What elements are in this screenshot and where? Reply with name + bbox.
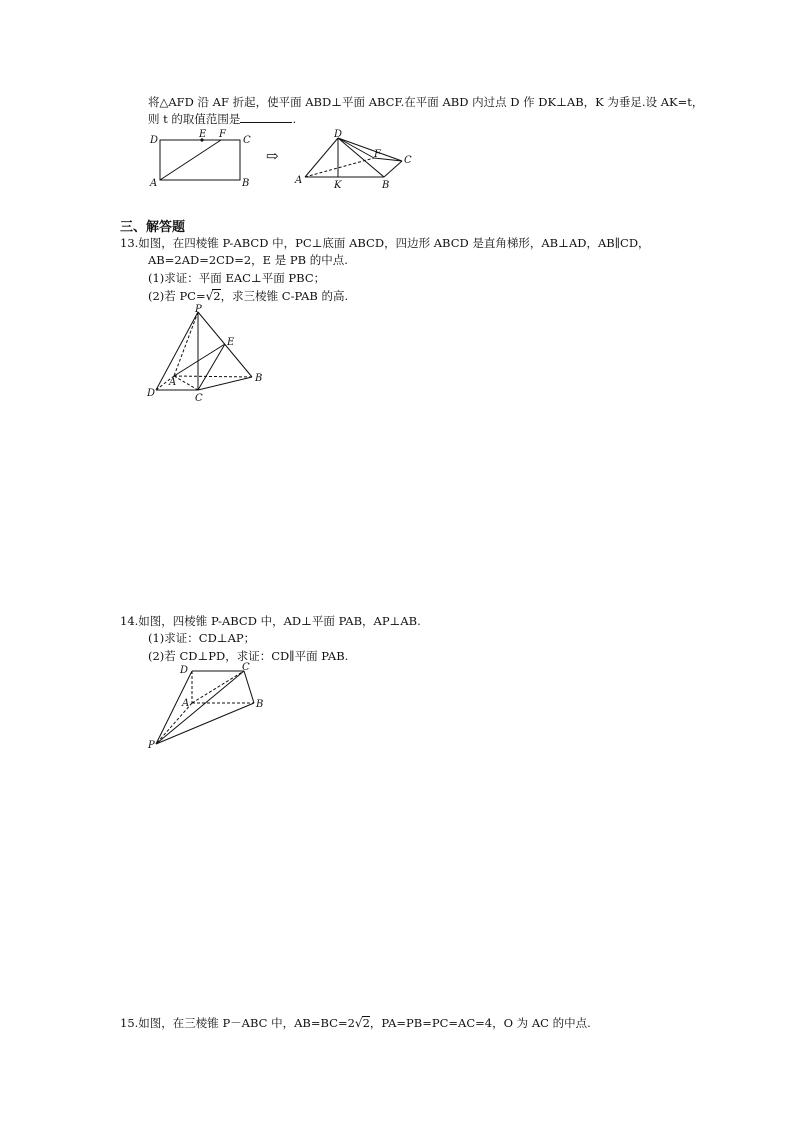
- label-b: B: [256, 699, 264, 710]
- transform-arrow-icon: ⇨: [266, 147, 279, 165]
- fill-question-period: .: [292, 112, 297, 126]
- q14-part1: (1)求证：CD⊥AP；: [148, 631, 256, 645]
- label-b: B: [255, 373, 263, 384]
- label-c: C: [242, 662, 250, 673]
- label-d: D: [334, 129, 343, 140]
- q14-text-line1: 14.如图，四棱锥 P-ABCD 中，AD⊥平面 PAB，AP⊥AB.: [120, 614, 421, 628]
- q14-pyramid-figure: [144, 662, 270, 752]
- folded-figure: [292, 128, 422, 192]
- q13-pyramid-figure: [144, 304, 270, 404]
- rectangle-figure: [148, 128, 258, 190]
- q15-before: 15.如图，在三棱锥 P－ABC 中，AB=BC=2: [120, 1016, 355, 1030]
- label-e: E: [227, 337, 235, 348]
- label-c: C: [404, 155, 412, 166]
- q13-text-line2: AB=2AD=2CD=2，E 是 PB 的中点.: [148, 253, 348, 267]
- segment-af: [160, 140, 221, 180]
- label-d: D: [180, 665, 189, 676]
- label-b: B: [242, 178, 250, 189]
- q13-part2-before: (2)若 PC=: [148, 289, 206, 303]
- sqrt-icon: √: [354, 1016, 363, 1030]
- q13-part2: [148, 289, 348, 304]
- label-a: A: [295, 175, 303, 186]
- label-c: C: [195, 393, 203, 404]
- sqrt-icon: √: [205, 289, 214, 303]
- label-d: D: [147, 388, 156, 399]
- q14-part2: (2)若 CD⊥PD，求证：CD∥平面 PAB.: [148, 649, 349, 663]
- answer-blank[interactable]: [240, 112, 292, 123]
- label-f: F: [374, 149, 381, 160]
- q13-part1: (1)求证：平面 EAC⊥平面 PBC；: [148, 271, 326, 285]
- q13-part2-after: ，求三棱锥 C-PAB 的高.: [220, 289, 349, 303]
- q15-text: [120, 1016, 591, 1031]
- section-title: 三、解答题: [120, 220, 186, 235]
- q15-after: ，PA=PB=PC=AC=4，O 为 AC 的中点.: [369, 1016, 591, 1030]
- label-a: A: [169, 377, 177, 388]
- label-c: C: [243, 135, 251, 146]
- fill-question-prompt: 则 t 的取值范围是: [148, 112, 241, 126]
- label-a: A: [150, 178, 158, 189]
- fill-question-text-line2: [148, 112, 296, 127]
- label-a: A: [182, 698, 190, 709]
- label-d: D: [150, 135, 159, 146]
- rectangle-abcd: [160, 140, 240, 180]
- q15-radicand: 2: [362, 1016, 370, 1030]
- label-p: P: [148, 740, 155, 751]
- label-e: E: [199, 129, 207, 140]
- q13-radicand: 2: [213, 289, 221, 303]
- label-b: B: [382, 180, 390, 191]
- q13-text-line1: 13.如图，在四棱锥 P-ABCD 中，PC⊥底面 ABCD，四边形 ABCD 是直角梯形，AB⊥AD，AB∥CD，: [120, 236, 650, 250]
- label-k: K: [334, 180, 342, 191]
- fill-question-text-line1: 将△AFD 沿 AF 折起，使平面 ABD⊥平面 ABCF.在平面 ABD 内过点 D 作 DK⊥AB，K 为垂足.设 AK=t，: [148, 95, 704, 109]
- label-p: P: [195, 304, 202, 315]
- label-f: F: [219, 129, 226, 140]
